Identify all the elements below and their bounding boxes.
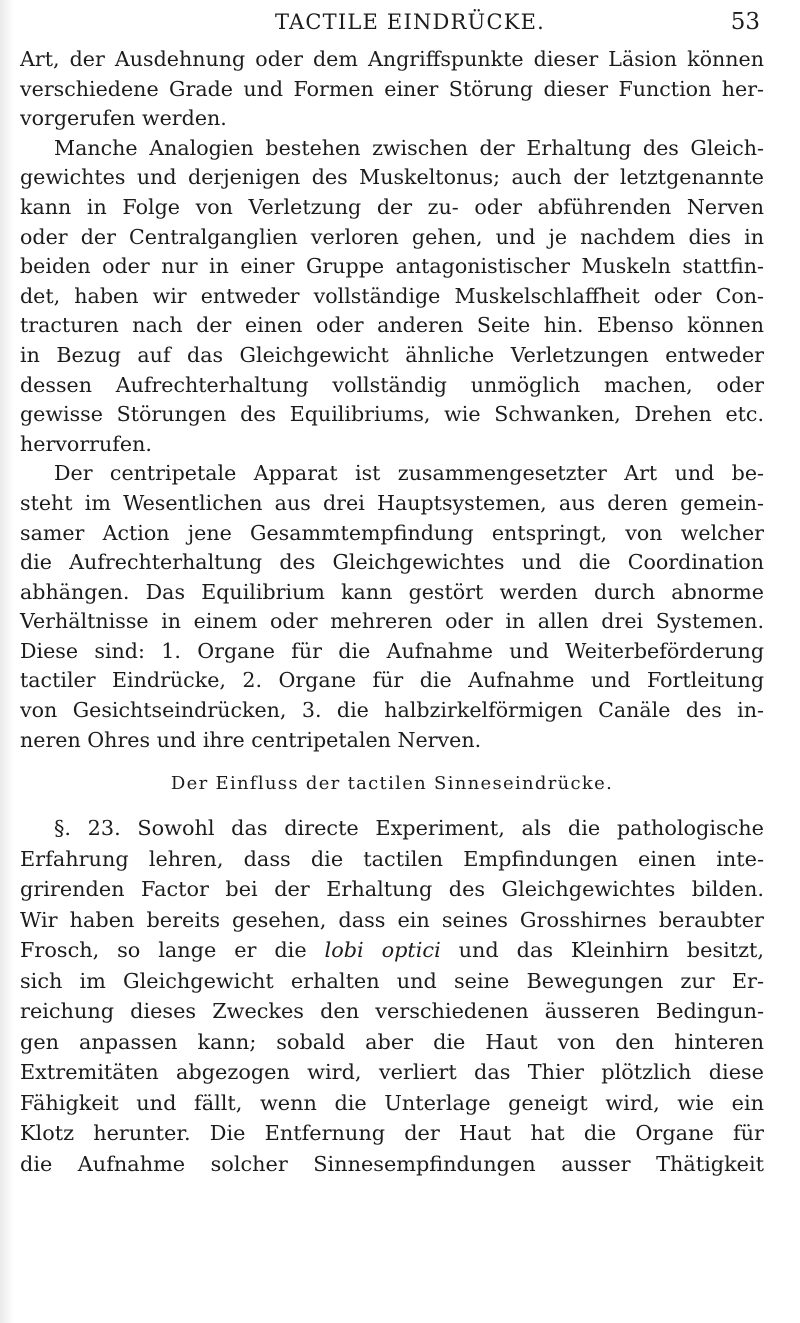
text-line: gen anpassen kann; sobald aber die Haut von den hinteren [20,1029,764,1054]
text-line: von Gesichtseindrücken, 3. die halbzirkelförmigen Canäle des in- [20,698,764,723]
text-line: vorgerufen werden. [20,106,227,131]
text-line: reichung dieses Zweckes den verschiedenen äusseren Bedingun- [20,999,764,1024]
text-line: Der centripetale Apparat ist zusammengesetzter Art und be- [54,461,764,486]
text-line: Art, der Ausdehnung oder dem Angriffspunkte dieser Läsion können [20,47,764,71]
text-line: samer Action jene Gesammtempfindung entspringt, von welcher [20,520,764,545]
text-line: oder der Centralganglien verloren gehen, und je nachdem dies in [20,224,764,249]
text-line: abhängen. Das Equilibrium kann gestört werden durch abnorme [20,579,764,604]
text-line: Manche Analogien bestehen zwischen der Erhaltung des Gleich- [54,135,764,160]
paragraph-section-23 [20,813,764,1179]
text-line: gewisse Störungen des Equilibriums, wie Schwanken, Drehen etc. [20,402,764,427]
paragraph-2 [20,134,764,460]
italic-term: lobi optici [324,938,441,963]
section-subheading: Der Einfluss der tactilen Sinneseindrücke. [170,773,614,795]
text-line: Klotz herunter. Die Entfernung der Haut hat die Organe für [20,1121,764,1146]
text-line: det, haben wir entweder vollständige Muskelschlaffheit oder Con- [20,283,764,308]
running-title: TACTILE EINDRÜCKE. [274,10,546,34]
text-line: tracturen nach der einen oder anderen Seite hin. Ebenso können [20,313,764,338]
text-line: die Aufnahme solcher Sinnesempfindungen ausser Thätigkeit [20,1151,764,1176]
text-line: sich im Gleichgewicht erhalten und seine Bewegungen zur Er- [20,968,764,993]
text-line: Verhältnisse in einem oder mehreren oder in allen drei Systemen. [20,609,764,634]
text-line: in Bezug auf das Gleichgewicht ähnliche Verletzungen entweder [20,342,764,367]
text-line: tactiler Eindrücke, 2. Organe für die Aufnahme und Fortleitung [20,668,764,693]
text-line: steht im Wesentlichen aus drei Hauptsystemen, aus deren gemein- [20,490,764,515]
text-line: Wir haben bereits gesehen, dass ein seines Grosshirnes beraubter [20,907,764,932]
body-text [20,45,764,1179]
text-segment: Frosch, so lange er die [20,938,325,963]
text-line [20,935,764,966]
text-line: kann in Folge von Verletzung der zu- oder abführenden Nerven [20,194,764,219]
text-line: dessen Aufrechterhaltung vollständig unmöglich machen, oder [20,372,764,397]
text-line: verschiedene Grade und Formen einer Störung dieser Function her- [20,76,764,101]
text-line: Diese sind: 1. Organe für die Aufnahme und Weiterbeförderung [20,638,764,663]
text-line: Erfahrung lehren, dass die tactilen Empfindungen einen inte- [20,846,764,871]
page-number: 53 [730,9,760,35]
text-line: hervorrufen. [20,431,152,456]
text-line: Fähigkeit und fällt, wenn die Unterlage geneigt wird, wie ein [20,1090,764,1115]
text-line: grirenden Factor bei der Erhaltung des Gleichgewichtes bilden. [20,877,764,902]
text-line: neren Ohres und ihre centripetalen Nerven. [20,727,482,752]
paragraph-3 [20,459,764,755]
text-line: Extremitäten abgezogen wird, verliert das Thier plötzlich diese [20,1060,764,1085]
page-header [60,6,760,38]
text-line: gewichtes und derjenigen des Muskeltonus; auch der letztgenannte [20,165,764,190]
text-line: die Aufrechterhaltung des Gleichgewichtes und die Coordination [20,550,764,575]
text-line: §. 23. Sowohl das directe Experiment, als die pathologische [54,816,764,841]
paragraph-1 [20,45,764,134]
text-segment: und das Kleinhirn besitzt, [440,938,764,963]
text-line: beiden oder nur in einer Gruppe antagonistischer Muskeln stattfin- [20,254,764,279]
